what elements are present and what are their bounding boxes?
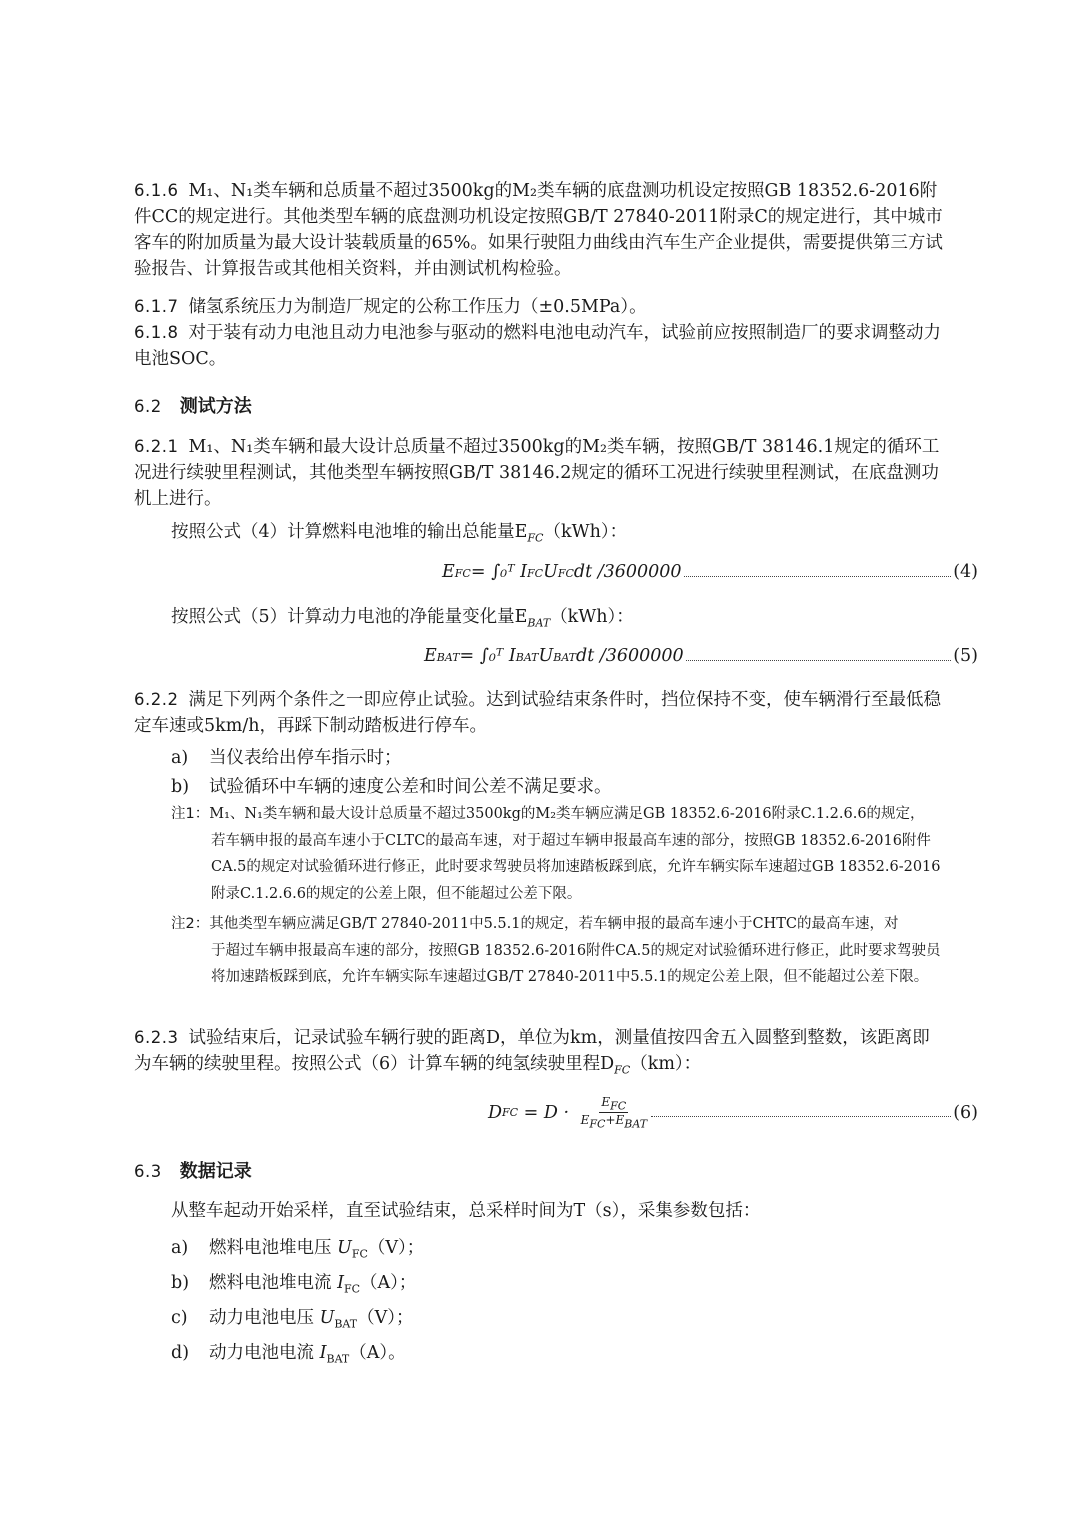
equation-number: (4)	[953, 562, 978, 582]
formula-6	[488, 1095, 978, 1131]
list-text: 试验循环中车辆的速度公差和时间公差不满足要求。	[209, 777, 612, 797]
formula-lhs-sub: FC	[454, 567, 471, 580]
formula-4	[442, 562, 978, 582]
clause-6-1-7	[134, 294, 946, 320]
den-plus: +E	[605, 1113, 625, 1128]
list-marker: b)	[171, 777, 190, 797]
list-item	[171, 744, 402, 769]
clause-6-2-2	[134, 687, 946, 739]
intro-sub: FC	[527, 531, 544, 545]
formula-symbol: U	[538, 646, 554, 666]
clause-6-2-1	[134, 434, 946, 512]
section-heading-6-2	[134, 392, 252, 418]
clause-number: 6.1.7	[134, 297, 179, 316]
formula-sub: FC	[557, 567, 574, 580]
clause-6-2-3	[134, 1025, 946, 1084]
intro-text: 按照公式（4）计算燃料电池堆的输出总能量E	[171, 522, 528, 542]
list-sub: FC	[343, 1282, 361, 1296]
leader-dots	[684, 575, 952, 577]
list-sub: BAT	[326, 1352, 350, 1366]
leader-dots	[651, 1115, 951, 1117]
intro-unit: （kWh）：	[543, 522, 628, 542]
list-marker: a)	[171, 748, 189, 768]
formula-lhs-sub: FC	[502, 1106, 519, 1120]
list-marker: d)	[171, 1343, 190, 1363]
list-unit: （A）；	[360, 1273, 417, 1293]
note-label: 注1：	[171, 806, 210, 822]
clause-sub: FC	[614, 1063, 631, 1077]
clause-number: 6.1.8	[134, 323, 179, 342]
clause-text: 储氢系统压力为制造厂规定的公称工作压力（±0.5MPa）。	[188, 297, 647, 317]
den-sub: BAT	[624, 1117, 648, 1131]
list-marker: c)	[171, 1308, 188, 1328]
clause-6-1-6	[134, 178, 946, 282]
formula-sub: BAT	[553, 651, 577, 664]
section-title: 数据记录	[179, 1161, 252, 1182]
clause-text: M₁、N₁类车辆和最大设计总质量不超过3500kg的M₂类车辆，按照GB/T 38146.1规定的循环工况进行续驶里程测试，其他类型车辆按照GB/T 38146.2规定的循环工况进行续驶里程测试，在底盘测功机上进行。	[134, 437, 940, 509]
list-sub: FC	[351, 1247, 368, 1261]
list-text: 燃料电池堆电压	[209, 1238, 338, 1258]
list-symbol: U	[337, 1238, 352, 1258]
formula-fraction	[579, 1095, 649, 1131]
formula-5	[424, 646, 978, 666]
formula-5-intro	[171, 603, 634, 630]
section-number: 6.3	[134, 1162, 162, 1181]
formula-tail: dt /3600000	[573, 562, 682, 582]
formula-integral: = ∫₀ᵀ I	[459, 646, 516, 666]
list-text: 当仪表给出停车指示时；	[209, 748, 402, 768]
clause-number: 6.2.3	[134, 1028, 179, 1047]
note-text: M₁、N₁类车辆和最大设计总质量不超过3500kg的M₂类车辆应满足GB 18352.6-2016附录C.1.2.6.6的规定，	[209, 806, 925, 822]
list-item	[171, 773, 612, 798]
den-symbol: E	[580, 1113, 590, 1128]
section-number: 6.2	[134, 397, 162, 416]
formula-4-intro	[171, 518, 627, 545]
den-sub: FC	[589, 1117, 606, 1131]
note-text: 其他类型车辆应满足GB/T 27840-2011中5.5.1的规定，若车辆申报的最高车速小于CHTC的最高车速，对	[209, 916, 899, 932]
clause-text: 满足下列两个条件之一即应停止试验。达到试验结束条件时，挡位保持不变，使车辆滑行至最低稳定车速或5km/h，再踩下制动踏板进行停车。	[134, 690, 941, 736]
formula-tail: dt /3600000	[576, 646, 684, 666]
clause-number: 6.1.6	[134, 181, 179, 200]
formula-lhs: E	[424, 646, 437, 666]
fraction-denominator	[579, 1113, 649, 1130]
formula-sub: BAT	[515, 651, 539, 664]
formula-lhs-sub: BAT	[436, 651, 460, 664]
note-1	[171, 801, 951, 907]
clause-text: M₁、N₁类车辆和总质量不超过3500kg的M₂类车辆的底盘测功机设定按照GB 18352.6-2016附件CC的规定进行。其他类型车辆的底盘测功机设定按照GB/T 27840-2011附录C的规定进行，其中城市客车的附加质量为最大设计装载质量的65%。如果行驶阻力曲线由汽车生产企业提供，需要提供第三方试验报告、计算报告或其他相关资料，并由测试机构检验。	[134, 181, 943, 279]
formula-mid: = D ·	[518, 1102, 575, 1123]
paragraph-6-3: 从整车起动开始采样，直至试验结束，总采样时间为T（s），采集参数包括：	[171, 1201, 761, 1221]
num-sub: FC	[610, 1099, 627, 1113]
list-item	[171, 1304, 413, 1331]
formula-sub: FC	[527, 567, 544, 580]
list-sub: BAT	[334, 1317, 358, 1331]
list-unit: （A）。	[349, 1343, 406, 1363]
num-symbol: E	[601, 1095, 611, 1109]
list-item	[171, 1234, 424, 1261]
list-text: 动力电池电压	[209, 1308, 320, 1328]
note-label: 注2：	[171, 916, 210, 932]
list-text: 燃料电池堆电流	[209, 1273, 338, 1293]
intro-unit: （kWh）：	[550, 607, 634, 627]
formula-symbol: U	[543, 562, 558, 582]
list-marker: b)	[171, 1273, 190, 1293]
formula-lhs: E	[442, 562, 455, 582]
equation-number: (6)	[953, 1102, 978, 1123]
list-item	[171, 1339, 406, 1366]
list-unit: （V）；	[367, 1238, 425, 1258]
section-heading-6-3	[134, 1157, 252, 1183]
list-symbol: U	[319, 1308, 335, 1328]
list-text: 动力电池电流	[209, 1343, 320, 1363]
formula-lhs: D	[488, 1102, 503, 1123]
list-marker: a)	[171, 1238, 189, 1258]
note-2	[171, 911, 951, 991]
note-text: 若车辆申报的最高车速小于CLTC的最高车速，对于超过车辆申报最高车速的部分，按照GB 18352.6-2016附件CA.5的规定对试验循环进行修正，此时要求驾驶员将加速踏板踩到底，允许车辆实际车速超过GB 18352.6-2016附录C.1.2.6.6的规定的公差上限，但不能超过公差下限。	[211, 832, 941, 902]
intro-text: 按照公式（5）计算动力电池的净能量变化量E	[171, 607, 528, 627]
clause-number: 6.2.2	[134, 690, 179, 709]
clause-text: 对于装有动力电池且动力电池参与驱动的燃料电池电动汽车，试验前应按照制造厂的要求调整动力电池SOC。	[134, 323, 941, 369]
fraction-numerator	[599, 1095, 628, 1113]
list-symbol: I	[337, 1273, 344, 1293]
clause-number: 6.2.1	[134, 437, 179, 456]
formula-integral: = ∫₀ᵀ I	[470, 562, 528, 582]
list-symbol: I	[319, 1343, 327, 1363]
equation-number: (5)	[953, 646, 978, 666]
note-text: 于超过车辆申报最高车速的部分，按照GB 18352.6-2016附件CA.5的规定对试验循环进行修正，此时要求驾驶员将加速踏板踩到底，允许车辆实际车速超过GB/T 27840-2011中5.5.1的规定公差上限，但不能超过公差下限。	[211, 942, 941, 985]
clause-tail: （km）：	[630, 1054, 702, 1074]
section-title: 测试方法	[179, 396, 252, 417]
clause-text: 试验结束后，记录试验车辆行驶的距离D，单位为km，测量值按四舍五入圆整到整数，该距离即为车辆的续驶里程。按照公式（6）计算车辆的纯氢续驶里程D	[134, 1028, 930, 1074]
clause-6-1-8	[134, 320, 946, 372]
list-unit: （V）；	[357, 1308, 414, 1328]
leader-dots	[686, 659, 952, 661]
intro-sub: BAT	[527, 616, 551, 630]
list-item	[171, 1269, 416, 1296]
